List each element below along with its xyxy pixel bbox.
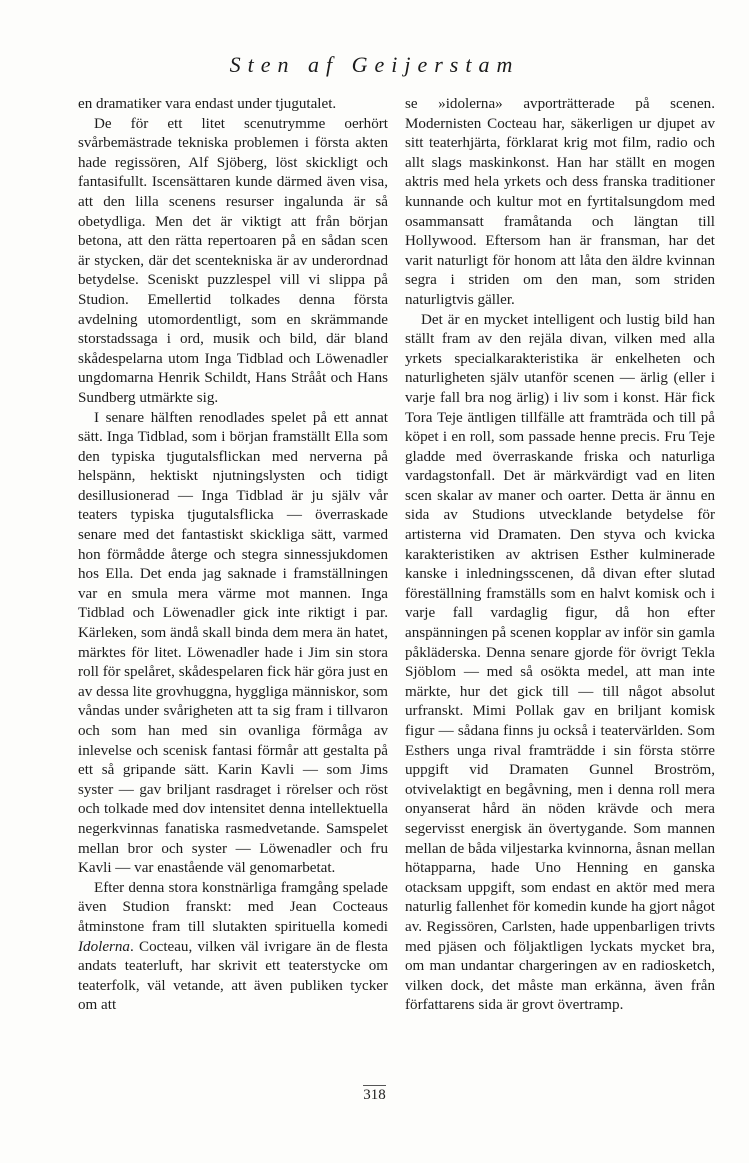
paragraph: Det är en mycket intelligent och lustig bild han ställt fram av den rejäla divan, vilken med alla yrkets specialkarakteristika är enkelheten och naturligheten själv utanför scenen — ärlig (eller i varje fall bra nog ärlig) i liv som i konst. Här fick Tora Teje äntligen tillfälle att framträda och till på köpet i en roll, som passade henne precis. Fru Teje gladde med överraskande friska och naturliga vardagstonfall. Det är märkvärdigt vad en liten scen skalar av maner och oarter. Detta är ännu en sida av Studions utvecklande betydelse för artisterna vid Dramaten. Den styva och kvicka karakteristiken av aktrisen Esther kulminerade kanske i inledningsscenen, då divan efter slutad föreställning framställs som en halvt komisk och i varje fall vardaglig figur, då hon efter anspänningen på scenen kopplar av inför sin gamla påkläderska. Denna senare gjorde för övrigt Tekla Sjöblom — med så osökta medel, att man inte märkte, hur det gick till — till något absolut urfranskt. Mimi Pollak gav en briljant komisk figur — sådana finns ju också i teatervärlden. Som Esthers unga rival framträdde i sin första större uppgift vid Dramaten Gunnel Broström, otvivelaktigt en begåvning, men i denna roll mera onyanserat hård än nöden krävde och mera segervisst energisk än övertygande. Som mannen mellan de båda viljestarka kvinnorna, åsnan mellan hötapparna, hade Uno Henning en ganska otacksam uppgift, som endast en aktör med mera naturlig fallenhet för komedin kunde ha gjort något av. Regissören, Carlsten, hade uppenbarligen trivts med pjäsen och följaktligen lyckats mycket bra, om man undantar chargeringen av en radiosketch, vilken dock, det måste man erkänna, även från författarens sida är grovt övertramp. — [405, 311, 715, 1014]
paragraph: se »idolerna» avporträtterade på scenen. Modernisten Cocteau har, säkerligen ur djupet av sitt teaterhjärta, förklarat krig mot film, radio och allt slags maskinkonst. Han har ställt en mogen aktris med hela yrkets och dess franska traditioner kunnande och kultur mot en fyrtitalsungdom med osammansatt framåtanda och längtan till Hollywood. Eftersom han är fransman, har det varit naturligt för honom att låta den äldre kvinnan segra i striden om den man, som striden naturligtvis gäller. — [405, 96, 715, 308]
page-number-label: 318 — [363, 1087, 386, 1103]
running-head: Sten af Geijerstam — [229, 52, 520, 77]
paragraph: Efter denna stora konstnärliga framgång spelade även Studion franskt: med Jean Cocteaus åtminstone fram till slutakten spirituella komedi Idolerna. Cocteau, vilken väl ivrigare än de flesta andats teaterluft, har skrivit ett teaterstycke om teaterfolk, väl vetande, att även publiken tycker om att — [78, 879, 388, 1014]
paragraph: De för ett litet scenutrymme oerhört svårbemästrade tekniska problemen i första akten hade regissören, Alf Sjöberg, löst skickligt och fantasifullt. Iscensättaren kunde därmed även visa, att den lilla scenens resurser ingalunda är så obetydliga. Men det är viktigt att från början betona, att den rätta repertoaren på en sådan scen är stycken, där det scentekniska är av underordnad betydelse. Sceniskt puzzlespel vill vi slippa på Studion. Emellertid tolkades denna första avdelning utomordentligt, som en skrämmande storstadssaga i ord, musik och bild, där bland skådespelarna utom Inga Tidblad och Löwenadler ungdomarna Henrik Schildt, Hans Strååt och Hans Sundberg utmärkte sig. — [78, 115, 388, 406]
text-column-right — [405, 95, 715, 1016]
page-number — [0, 1085, 749, 1105]
text-column-left — [78, 95, 388, 1016]
paragraph: en dramatiker vara endast under tjugutalet. — [78, 96, 337, 112]
paragraph: I senare hälften renodlades spelet på ett annat sätt. Inga Tidblad, som i början framställt Ella som den typiska tjugutalsflickan med nerverna på helspänn, hektiskt njutningslysten och tidigt desillusionerad — Inga Tidblad är ju själv vår teaters typiska tjugutalsflicka — överraskade senare med det fantastiskt skickliga sätt, varmed hon förmådde återge och stegra sinnessjukdomen hos Ella. Det enda jag saknade i framställningen var en smula mera värme mot mannen. Inga Tidblad och Löwenadler gick inte riktigt i par. Kärleken, som ändå skall binda dem mera än hatet, märktes för litet. Löwenadler hade i Jim sin stora roll för spelåret, skådespelaren fick här göra just en av dessa lite grovhuggna, hyggliga människor, som våndas under svårigheten att ta sig fram i tillvaron och som han med sin ovanliga förmåga av inlevelse och scenisk fantasi förmår att gestalta på ett så gripande sätt. Karin Kavli — som Jims syster — gav briljant rasdraget i rörelser och röst och tolkade med dov intensitet denna intellektuella negerkvinnas fanatiska rasmedvetande. Samspelet mellan bror och syster — Löwenadler och fru Kavli — var enastående väl genomarbetat. — [78, 409, 388, 877]
